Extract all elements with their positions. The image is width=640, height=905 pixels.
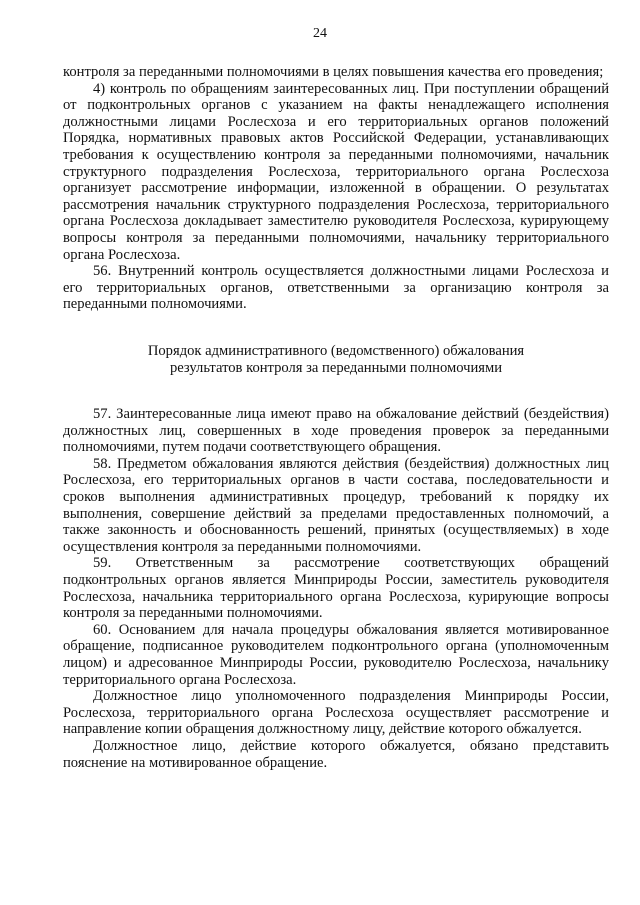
paragraph-58: 58. Предметом обжалования являются действия (бездействия) должностных лиц Рослесхоза, его территориальных органов в части состава, последовательности и сроков выполнения административных процедур, требований к порядку их выполнения, совершение действий за пределами предоставленных полномочий, а также законность и обоснованность решений, принятых (осуществляемых) в ходе осуществления контроля за переданными полномочиями. (63, 455, 609, 555)
page-number: 24 (313, 26, 327, 41)
paragraph-56: 56. Внутренний контроль осуществляется должностными лицами Рослесхоза и его территориальных органов, ответственными за организацию контроля за переданными полномочиями. (63, 263, 609, 313)
section-heading-line-1: Порядок административного (ведомственного) обжалования (147, 342, 525, 359)
paragraph-item-4: 4) контроль по обращениям заинтересованных лиц. При поступлении обращений от подконтрольных органов с указанием на факты ненадлежащего исполнения должностными лицами Рослесхоза и его территориальных органов положений Порядка, нормативных правовых актов Российской Федерации, устанавливающих требования к осуществлению контроля за переданными полномочиями, начальник структурного подразделения Рослесхоза, территориального органа Рослесхоза организует рассмотрение информации, изложенной в обращении. О результатах рассмотрения начальник структурного подразделения Рослесхоза, территориального органа Рослесхоза докладывает заместителю руководителя Рослесхоза, курирующему вопросы контроля за переданными полномочиями, начальнику территориального органа Рослесхоза. (63, 80, 609, 263)
paragraph-continuation: контроля за переданными полномочиями в целях повышения качества его проведения; (63, 64, 604, 80)
paragraph-59: 59. Ответственным за рассмотрение соответствующих обращений подконтрольных органов является Минприроды России, заместитель руководителя Рослесхоза, начальника территориального органа Рослесхоза, курирующие вопросы контроля за переданными полномочиями. (63, 555, 609, 622)
paragraph-official-review: Должностное лицо уполномоченного подразделения Минприроды России, Рослесхоза, территориального органа Рослесхоза осуществляет рассмотрение и направление копии обращения должностному лицу, действие которого обжалуется. (63, 688, 609, 738)
section-heading-line-2: результатов контроля за переданными полномочиями (169, 359, 503, 376)
paragraph-official-explanation: Должностное лицо, действие которого обжалуется, обязано представить пояснение на мотивированное обращение. (63, 737, 609, 771)
paragraph-57: 57. Заинтересованные лица имеют право на обжалование действий (бездействия) должностных лиц, совершенных в ходе проведения проверок за переданными полномочиями, путем подачи соответствующего обращения. (63, 406, 609, 456)
paragraph-60: 60. Основанием для начала процедуры обжалования является мотивированное обращение, подписанное руководителем подконтрольного органа (уполномоченным лицом) и адресованное Минприроды России, руководителю Рослесхоза, начальнику территориального органа Рослесхоза. (63, 621, 609, 688)
section-heading (63, 343, 609, 376)
document-body (63, 64, 609, 771)
